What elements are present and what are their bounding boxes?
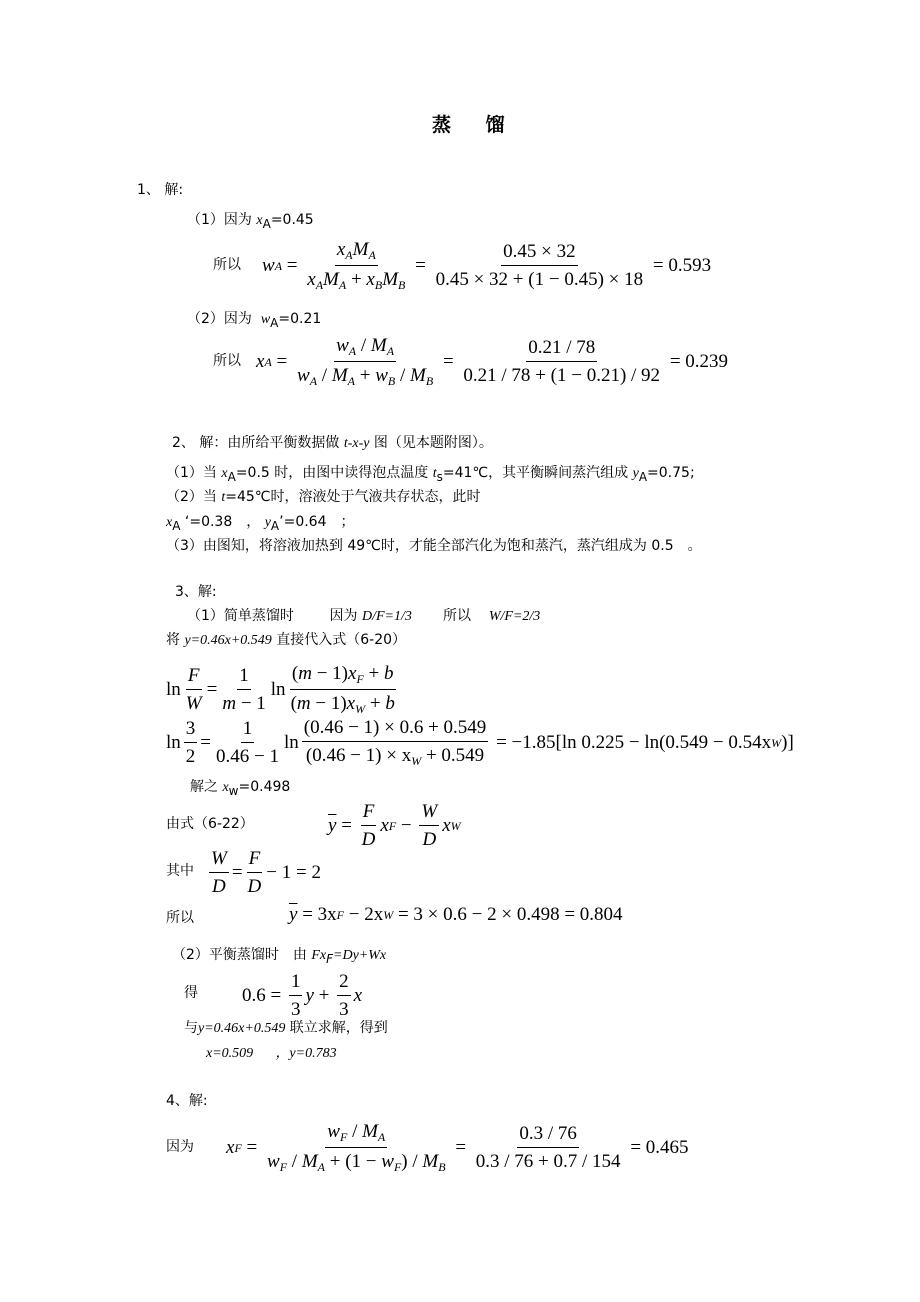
p3-equation-6-20: ln $\frac{F}{W}$ = $\frac{1}{m - 1}$ ln $\frac{(m - 1)x_F + b}{(m - 1)x_W + b}$: [166, 663, 395, 716]
problem-3-heading: 3、解:: [175, 584, 217, 600]
p4-because: 因为: [166, 1139, 194, 1155]
p1-so-a: 所以: [213, 257, 241, 273]
p2-line-4: （3）由图知，将溶液加热到 49℃时，才能全部汽化为饱和蒸汽，蒸汽组成为 0.5 。: [166, 538, 702, 554]
p3-equation-final: $\overline{y}$ = 3x F − 2x W = 3 × 0.6 − 2 × 0.498 = 0.804: [289, 904, 623, 925]
p3-equation-substituted: ln $\frac{3}{2}$ = $\frac{1}{0.46 - 1}$ ln $\frac{(0.46 - 1) \times 0.6 + 0.549}{(0.46 - 1) \times x_W + 0.549}$ = −1.85[ln 0.225 − ln(0.549 − 0.54x W )]: [166, 717, 794, 768]
p1-so-b: 所以: [213, 353, 241, 369]
p2-line-3: $x_A$ ‘=0.38 ， $y_A’=0.64$ ；: [166, 514, 355, 533]
p3-so-label: 所以: [166, 910, 194, 926]
p3-line-1: （1）简单蒸馏时 因为 D/F=1/3 所以 W/F=2/3: [187, 608, 541, 624]
p4-equation: x F = $\frac{w_F / M_A}{w_F / M_A + (1 - w_F) / M_B}$ = $\frac{0.3 / 76}{0.3 / 76 + 0.7 / 154}$ = 0.465: [226, 1121, 689, 1174]
p3-equation-ratio: $\frac{W}{D}$ = $\frac{F}{D}$ − 1 = 2: [211, 848, 321, 897]
page-title: 蒸 馏: [432, 114, 519, 136]
p3-answer: x=0.509 ，y=0.783: [206, 1046, 337, 1061]
p3-equation-6-22: $\overline{y}$ = $\frac{F}{D}$ x F − $\frac{W}{D}$ x W: [328, 801, 461, 850]
p3-line-2: 将 y=0.46x+0.549 直接代入式（6-20）: [166, 632, 407, 648]
p1-part-a-label: （1）因为 $x_A=0.45$: [187, 212, 314, 231]
p3-part-2: （2）平衡蒸馏时 由 $Fx_F=Dy+Wx$: [172, 947, 387, 966]
p1-part-b-label: （2）因为 $w_A=0.21$: [187, 311, 322, 330]
p3-get-label: 得: [184, 985, 198, 1001]
p2-line-1: （1）当 $x_A=0.5$ 时，由图中读得泡点温度 $t_s=41℃$，其平衡瞬间蒸汽组成 $y_A=0.75$;: [166, 465, 695, 484]
p3-solve: 解之 $x_w=0.498$: [190, 779, 291, 798]
p3-equation-balance: 0.6 = $\frac{1}{3}$ y + $\frac{2}{3}$ x: [242, 971, 363, 1020]
p3-simultaneous: 与y=0.46x+0.549 联立求解，得到: [184, 1020, 388, 1036]
problem-2-heading: 2、 解：由所给平衡数据做 t-x-y 图（见本题附图）。: [172, 435, 493, 451]
problem-1-heading: 1、 解:: [137, 182, 184, 198]
p1-equation-b: x A = $\frac{w_A / M_A}{w_A / M_A + w_B / M_B}$ = $\frac{0.21 / 78}{0.21 / 78 + (1 - 0.21) / 92}$ = 0.239: [256, 335, 729, 388]
p3-formula-label: 由式（6-22）: [166, 816, 254, 832]
problem-4-heading: 4、解:: [166, 1093, 208, 1109]
p3-where-label: 其中: [166, 863, 194, 879]
p2-line-2: （2）当 t=45℃时，溶液处于气液共存状态，此时: [166, 489, 481, 505]
p1-equation-a: w A = $\frac{x_AM_A}{x_AM_A + x_BM_B}$ = $\frac{0.45 \times 32}{0.45 \times 32 + (1 - 0.45) \times 18}$ = 0.593: [262, 239, 712, 292]
